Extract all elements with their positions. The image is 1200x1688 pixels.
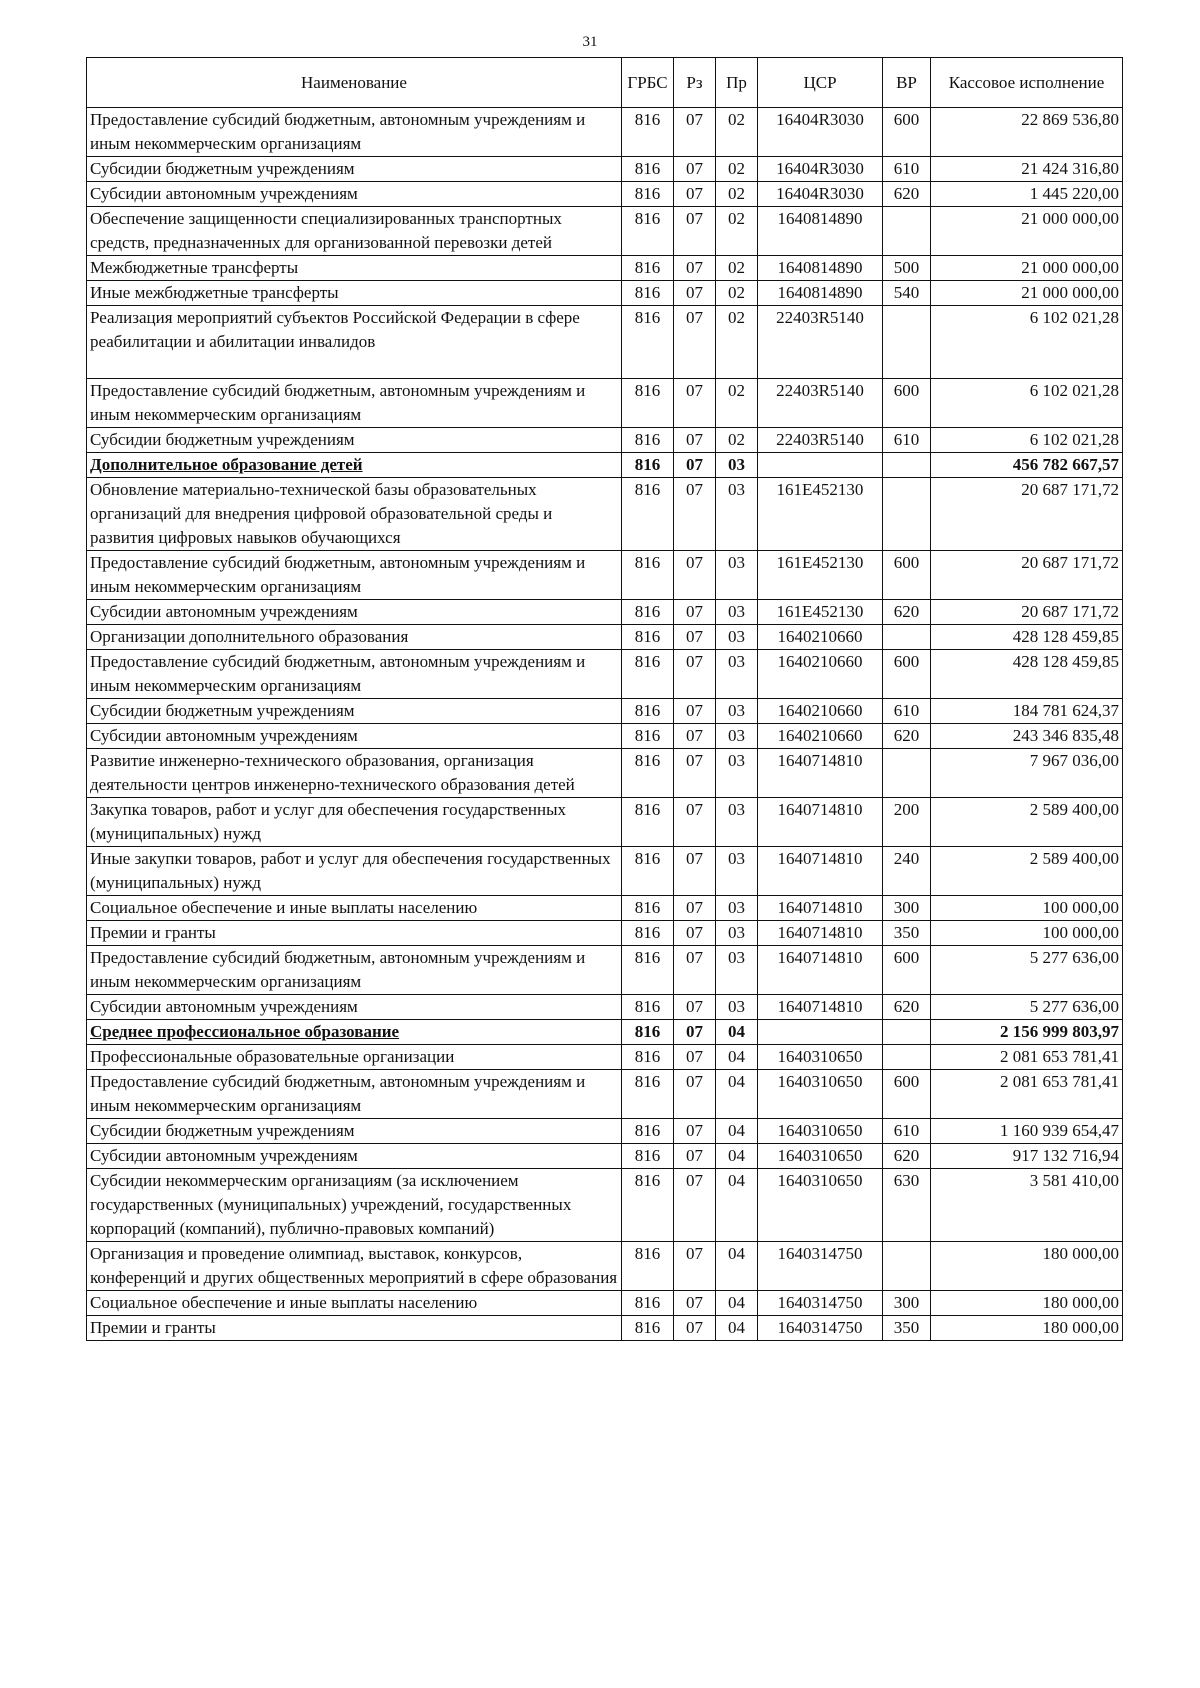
table-row bbox=[87, 1316, 1123, 1341]
table-row bbox=[87, 946, 1123, 995]
row-grbs: 816 bbox=[622, 256, 674, 281]
row-rz: 07 bbox=[674, 256, 716, 281]
table-row bbox=[87, 1242, 1123, 1291]
row-csr: 1640210660 bbox=[758, 650, 883, 699]
row-name: Субсидии бюджетным учреждениям bbox=[87, 1119, 622, 1144]
row-amount: 20 687 171,72 bbox=[931, 600, 1123, 625]
row-amount: 21 000 000,00 bbox=[931, 256, 1123, 281]
row-pr: 03 bbox=[716, 749, 758, 798]
row-name: Субсидии автономным учреждениям bbox=[87, 600, 622, 625]
row-amount: 2 156 999 803,97 bbox=[931, 1020, 1123, 1045]
row-csr: 1640314750 bbox=[758, 1242, 883, 1291]
row-name: Предоставление субсидий бюджетным, автономным учреждениям и иным некоммерческим организациям bbox=[87, 1070, 622, 1119]
table-row bbox=[87, 157, 1123, 182]
table-row bbox=[87, 995, 1123, 1020]
row-amount: 21 000 000,00 bbox=[931, 207, 1123, 256]
row-grbs: 816 bbox=[622, 749, 674, 798]
row-pr: 04 bbox=[716, 1169, 758, 1242]
table-body bbox=[87, 108, 1123, 1341]
table-row bbox=[87, 749, 1123, 798]
row-pr: 02 bbox=[716, 157, 758, 182]
row-rz: 07 bbox=[674, 1119, 716, 1144]
row-amount: 428 128 459,85 bbox=[931, 625, 1123, 650]
table-row bbox=[87, 798, 1123, 847]
row-grbs: 816 bbox=[622, 896, 674, 921]
row-name: Предоставление субсидий бюджетным, автономным учреждениям и иным некоммерческим организациям bbox=[87, 379, 622, 428]
row-amount: 1 445 220,00 bbox=[931, 182, 1123, 207]
row-rz: 07 bbox=[674, 478, 716, 551]
row-name: Субсидии бюджетным учреждениям bbox=[87, 699, 622, 724]
row-name: Субсидии бюджетным учреждениям bbox=[87, 157, 622, 182]
table-row bbox=[87, 847, 1123, 896]
row-grbs: 816 bbox=[622, 1169, 674, 1242]
row-grbs: 816 bbox=[622, 1119, 674, 1144]
row-csr: 1640310650 bbox=[758, 1119, 883, 1144]
row-grbs: 816 bbox=[622, 1045, 674, 1070]
row-vr: 350 bbox=[883, 921, 931, 946]
header-rz: Рз bbox=[674, 58, 716, 108]
row-vr: 600 bbox=[883, 946, 931, 995]
row-csr bbox=[758, 1020, 883, 1045]
row-vr bbox=[883, 625, 931, 650]
row-rz: 07 bbox=[674, 1169, 716, 1242]
row-rz: 07 bbox=[674, 749, 716, 798]
row-amount: 6 102 021,28 bbox=[931, 379, 1123, 428]
row-name: Предоставление субсидий бюджетным, автономным учреждениям и иным некоммерческим организациям bbox=[87, 551, 622, 600]
row-amount: 180 000,00 bbox=[931, 1291, 1123, 1316]
row-csr: 22403R5140 bbox=[758, 306, 883, 379]
row-pr: 03 bbox=[716, 798, 758, 847]
row-amount: 2 081 653 781,41 bbox=[931, 1070, 1123, 1119]
row-vr: 240 bbox=[883, 847, 931, 896]
row-csr: 1640714810 bbox=[758, 798, 883, 847]
row-csr: 1640714810 bbox=[758, 847, 883, 896]
row-rz: 07 bbox=[674, 847, 716, 896]
row-vr: 600 bbox=[883, 1070, 931, 1119]
row-csr: 1640210660 bbox=[758, 625, 883, 650]
table-row bbox=[87, 306, 1123, 379]
header-grbs: ГРБС bbox=[622, 58, 674, 108]
table-row bbox=[87, 108, 1123, 157]
row-rz: 07 bbox=[674, 182, 716, 207]
row-amount: 20 687 171,72 bbox=[931, 551, 1123, 600]
row-vr bbox=[883, 306, 931, 379]
row-name: Субсидии автономным учреждениям bbox=[87, 995, 622, 1020]
row-amount: 6 102 021,28 bbox=[931, 306, 1123, 379]
row-csr: 22403R5140 bbox=[758, 379, 883, 428]
row-grbs: 816 bbox=[622, 281, 674, 306]
row-csr: 16404R3030 bbox=[758, 182, 883, 207]
row-grbs: 816 bbox=[622, 1070, 674, 1119]
table-row bbox=[87, 896, 1123, 921]
row-rz: 07 bbox=[674, 625, 716, 650]
row-pr: 02 bbox=[716, 108, 758, 157]
row-csr: 1640310650 bbox=[758, 1070, 883, 1119]
row-csr: 161E452130 bbox=[758, 600, 883, 625]
row-pr: 03 bbox=[716, 995, 758, 1020]
row-vr: 300 bbox=[883, 896, 931, 921]
row-amount: 2 589 400,00 bbox=[931, 798, 1123, 847]
table-row bbox=[87, 281, 1123, 306]
row-amount: 22 869 536,80 bbox=[931, 108, 1123, 157]
row-csr: 1640714810 bbox=[758, 921, 883, 946]
table-row bbox=[87, 699, 1123, 724]
row-name: Иные межбюджетные трансферты bbox=[87, 281, 622, 306]
row-amount: 21 000 000,00 bbox=[931, 281, 1123, 306]
row-rz: 07 bbox=[674, 207, 716, 256]
row-name: Закупка товаров, работ и услуг для обеспечения государственных (муниципальных) нужд bbox=[87, 798, 622, 847]
table-row bbox=[87, 921, 1123, 946]
row-pr: 02 bbox=[716, 379, 758, 428]
row-grbs: 816 bbox=[622, 428, 674, 453]
row-csr: 1640210660 bbox=[758, 724, 883, 749]
row-vr: 600 bbox=[883, 551, 931, 600]
row-name: Организация и проведение олимпиад, выставок, конкурсов, конференций и других общественных мероприятий в сфере образования bbox=[87, 1242, 622, 1291]
header-pr: Пр bbox=[716, 58, 758, 108]
row-vr: 630 bbox=[883, 1169, 931, 1242]
row-vr: 620 bbox=[883, 995, 931, 1020]
row-csr: 1640814890 bbox=[758, 256, 883, 281]
row-csr: 161E452130 bbox=[758, 478, 883, 551]
row-pr: 02 bbox=[716, 306, 758, 379]
row-csr: 1640714810 bbox=[758, 995, 883, 1020]
row-csr: 1640310650 bbox=[758, 1045, 883, 1070]
row-csr: 22403R5140 bbox=[758, 428, 883, 453]
row-rz: 07 bbox=[674, 281, 716, 306]
row-rz: 07 bbox=[674, 1291, 716, 1316]
row-csr: 16404R3030 bbox=[758, 157, 883, 182]
row-amount: 21 424 316,80 bbox=[931, 157, 1123, 182]
row-pr: 03 bbox=[716, 600, 758, 625]
row-grbs: 816 bbox=[622, 1242, 674, 1291]
row-grbs: 816 bbox=[622, 1144, 674, 1169]
row-pr: 03 bbox=[716, 625, 758, 650]
row-csr: 1640814890 bbox=[758, 207, 883, 256]
row-rz: 07 bbox=[674, 1316, 716, 1341]
row-grbs: 816 bbox=[622, 699, 674, 724]
row-grbs: 816 bbox=[622, 478, 674, 551]
table-row bbox=[87, 724, 1123, 749]
table-row bbox=[87, 379, 1123, 428]
row-rz: 07 bbox=[674, 306, 716, 379]
row-rz: 07 bbox=[674, 1020, 716, 1045]
row-grbs: 816 bbox=[622, 946, 674, 995]
row-vr: 610 bbox=[883, 428, 931, 453]
row-name: Профессиональные образовательные организации bbox=[87, 1045, 622, 1070]
table-row bbox=[87, 650, 1123, 699]
row-grbs: 816 bbox=[622, 379, 674, 428]
row-pr: 03 bbox=[716, 946, 758, 995]
row-grbs: 816 bbox=[622, 625, 674, 650]
header-amount: Кассовое исполнение bbox=[931, 58, 1123, 108]
row-name: Организации дополнительного образования bbox=[87, 625, 622, 650]
row-name: Иные закупки товаров, работ и услуг для обеспечения государственных (муниципальных) нужд bbox=[87, 847, 622, 896]
row-amount: 2 081 653 781,41 bbox=[931, 1045, 1123, 1070]
row-vr bbox=[883, 478, 931, 551]
row-grbs: 816 bbox=[622, 1316, 674, 1341]
row-amount: 917 132 716,94 bbox=[931, 1144, 1123, 1169]
row-csr: 1640314750 bbox=[758, 1291, 883, 1316]
row-vr: 200 bbox=[883, 798, 931, 847]
row-vr: 300 bbox=[883, 1291, 931, 1316]
row-csr: 1640314750 bbox=[758, 1316, 883, 1341]
row-vr: 620 bbox=[883, 724, 931, 749]
row-pr: 04 bbox=[716, 1242, 758, 1291]
row-rz: 07 bbox=[674, 650, 716, 699]
table-row bbox=[87, 1045, 1123, 1070]
row-grbs: 816 bbox=[622, 921, 674, 946]
row-rz: 07 bbox=[674, 453, 716, 478]
row-rz: 07 bbox=[674, 995, 716, 1020]
row-csr: 1640310650 bbox=[758, 1169, 883, 1242]
row-grbs: 816 bbox=[622, 1020, 674, 1045]
row-pr: 03 bbox=[716, 551, 758, 600]
table-row bbox=[87, 1291, 1123, 1316]
row-pr: 02 bbox=[716, 207, 758, 256]
row-name: Субсидии автономным учреждениям bbox=[87, 1144, 622, 1169]
row-grbs: 816 bbox=[622, 600, 674, 625]
table-row bbox=[87, 1169, 1123, 1242]
row-rz: 07 bbox=[674, 157, 716, 182]
row-name: Развитие инженерно-технического образования, организация деятельности центров инженерно-технического образования детей bbox=[87, 749, 622, 798]
table-row bbox=[87, 478, 1123, 551]
row-pr: 02 bbox=[716, 182, 758, 207]
row-grbs: 816 bbox=[622, 1291, 674, 1316]
row-amount: 243 346 835,48 bbox=[931, 724, 1123, 749]
row-grbs: 816 bbox=[622, 724, 674, 749]
row-grbs: 816 bbox=[622, 306, 674, 379]
row-rz: 07 bbox=[674, 428, 716, 453]
row-csr: 1640310650 bbox=[758, 1144, 883, 1169]
row-pr: 04 bbox=[716, 1316, 758, 1341]
row-name: Социальное обеспечение и иные выплаты населению bbox=[87, 1291, 622, 1316]
row-rz: 07 bbox=[674, 921, 716, 946]
row-rz: 07 bbox=[674, 1144, 716, 1169]
table-section-row bbox=[87, 1020, 1123, 1045]
row-name: Субсидии автономным учреждениям bbox=[87, 724, 622, 749]
row-grbs: 816 bbox=[622, 847, 674, 896]
budget-execution-table bbox=[86, 57, 1123, 1341]
row-csr: 16404R3030 bbox=[758, 108, 883, 157]
row-name: Премии и гранты bbox=[87, 1316, 622, 1341]
row-vr: 500 bbox=[883, 256, 931, 281]
row-name: Субсидии некоммерческим организациям (за исключением государственных (муниципальных) учреждений, государственных корпораций (компаний), публично-правовых компаний) bbox=[87, 1169, 622, 1242]
row-pr: 04 bbox=[716, 1070, 758, 1119]
row-vr: 600 bbox=[883, 379, 931, 428]
row-amount: 5 277 636,00 bbox=[931, 995, 1123, 1020]
row-amount: 180 000,00 bbox=[931, 1242, 1123, 1291]
row-name: Предоставление субсидий бюджетным, автономным учреждениям и иным некоммерческим организациям bbox=[87, 946, 622, 995]
table-row bbox=[87, 1070, 1123, 1119]
table-row bbox=[87, 551, 1123, 600]
row-vr bbox=[883, 749, 931, 798]
row-vr: 610 bbox=[883, 699, 931, 724]
row-amount: 5 277 636,00 bbox=[931, 946, 1123, 995]
table-header-row bbox=[87, 58, 1123, 108]
row-vr: 610 bbox=[883, 1119, 931, 1144]
row-amount: 456 782 667,57 bbox=[931, 453, 1123, 478]
row-csr: 1640714810 bbox=[758, 896, 883, 921]
row-rz: 07 bbox=[674, 600, 716, 625]
table-row bbox=[87, 625, 1123, 650]
row-vr: 350 bbox=[883, 1316, 931, 1341]
row-pr: 03 bbox=[716, 699, 758, 724]
row-vr bbox=[883, 1045, 931, 1070]
row-amount: 428 128 459,85 bbox=[931, 650, 1123, 699]
row-rz: 07 bbox=[674, 699, 716, 724]
row-rz: 07 bbox=[674, 379, 716, 428]
row-name: Среднее профессиональное образование bbox=[87, 1020, 622, 1045]
row-pr: 02 bbox=[716, 428, 758, 453]
row-grbs: 816 bbox=[622, 995, 674, 1020]
row-vr: 620 bbox=[883, 1144, 931, 1169]
row-rz: 07 bbox=[674, 798, 716, 847]
row-name: Обеспечение защищенности специализированных транспортных средств, предназначенных для организованной перевозки детей bbox=[87, 207, 622, 256]
row-csr: 161E452130 bbox=[758, 551, 883, 600]
row-name: Реализация мероприятий субъектов Российской Федерации в сфере реабилитации и абилитации инвалидов bbox=[87, 306, 622, 379]
row-amount: 6 102 021,28 bbox=[931, 428, 1123, 453]
table-row bbox=[87, 428, 1123, 453]
row-rz: 07 bbox=[674, 1070, 716, 1119]
row-vr bbox=[883, 1020, 931, 1045]
row-pr: 02 bbox=[716, 281, 758, 306]
row-vr bbox=[883, 1242, 931, 1291]
row-vr: 540 bbox=[883, 281, 931, 306]
row-vr bbox=[883, 453, 931, 478]
header-vr: ВР bbox=[883, 58, 931, 108]
row-name: Субсидии автономным учреждениям bbox=[87, 182, 622, 207]
row-pr: 03 bbox=[716, 921, 758, 946]
row-name: Субсидии бюджетным учреждениям bbox=[87, 428, 622, 453]
row-vr: 600 bbox=[883, 108, 931, 157]
row-amount: 1 160 939 654,47 bbox=[931, 1119, 1123, 1144]
row-grbs: 816 bbox=[622, 157, 674, 182]
row-grbs: 816 bbox=[622, 551, 674, 600]
row-grbs: 816 bbox=[622, 108, 674, 157]
table-row bbox=[87, 1144, 1123, 1169]
row-grbs: 816 bbox=[622, 182, 674, 207]
table-section-row bbox=[87, 453, 1123, 478]
row-amount: 184 781 624,37 bbox=[931, 699, 1123, 724]
row-vr: 620 bbox=[883, 182, 931, 207]
row-pr: 03 bbox=[716, 847, 758, 896]
row-vr: 600 bbox=[883, 650, 931, 699]
row-name: Социальное обеспечение и иные выплаты населению bbox=[87, 896, 622, 921]
row-grbs: 816 bbox=[622, 798, 674, 847]
row-grbs: 816 bbox=[622, 207, 674, 256]
row-amount: 2 589 400,00 bbox=[931, 847, 1123, 896]
row-amount: 180 000,00 bbox=[931, 1316, 1123, 1341]
row-pr: 04 bbox=[716, 1144, 758, 1169]
row-rz: 07 bbox=[674, 108, 716, 157]
page-number: 31 bbox=[582, 34, 598, 50]
row-csr: 1640714810 bbox=[758, 946, 883, 995]
row-rz: 07 bbox=[674, 896, 716, 921]
row-name: Дополнительное образование детей bbox=[87, 453, 622, 478]
row-rz: 07 bbox=[674, 946, 716, 995]
row-pr: 04 bbox=[716, 1119, 758, 1144]
row-pr: 04 bbox=[716, 1291, 758, 1316]
row-vr: 620 bbox=[883, 600, 931, 625]
row-csr: 1640210660 bbox=[758, 699, 883, 724]
header-name: Наименование bbox=[87, 58, 622, 108]
table-row bbox=[87, 600, 1123, 625]
row-amount: 20 687 171,72 bbox=[931, 478, 1123, 551]
row-name: Предоставление субсидий бюджетным, автономным учреждениям и иным некоммерческим организациям bbox=[87, 108, 622, 157]
row-amount: 100 000,00 bbox=[931, 896, 1123, 921]
header-csr: ЦСР bbox=[758, 58, 883, 108]
table-row bbox=[87, 207, 1123, 256]
row-name: Обновление материально-технической базы образовательных организаций для внедрения цифровой образовательной среды и развития цифровых навыков обучающихся bbox=[87, 478, 622, 551]
row-rz: 07 bbox=[674, 1045, 716, 1070]
table-row bbox=[87, 256, 1123, 281]
row-vr: 610 bbox=[883, 157, 931, 182]
table-row bbox=[87, 182, 1123, 207]
row-amount: 100 000,00 bbox=[931, 921, 1123, 946]
row-csr: 1640714810 bbox=[758, 749, 883, 798]
row-grbs: 816 bbox=[622, 453, 674, 478]
row-pr: 03 bbox=[716, 453, 758, 478]
row-rz: 07 bbox=[674, 1242, 716, 1291]
row-pr: 03 bbox=[716, 478, 758, 551]
row-rz: 07 bbox=[674, 724, 716, 749]
row-pr: 03 bbox=[716, 650, 758, 699]
row-pr: 02 bbox=[716, 256, 758, 281]
row-name: Межбюджетные трансферты bbox=[87, 256, 622, 281]
row-pr: 03 bbox=[716, 896, 758, 921]
row-name: Премии и гранты bbox=[87, 921, 622, 946]
row-vr bbox=[883, 207, 931, 256]
row-pr: 04 bbox=[716, 1020, 758, 1045]
row-rz: 07 bbox=[674, 551, 716, 600]
row-pr: 04 bbox=[716, 1045, 758, 1070]
row-csr: 1640814890 bbox=[758, 281, 883, 306]
row-amount: 7 967 036,00 bbox=[931, 749, 1123, 798]
row-csr bbox=[758, 453, 883, 478]
row-pr: 03 bbox=[716, 724, 758, 749]
row-grbs: 816 bbox=[622, 650, 674, 699]
row-name: Предоставление субсидий бюджетным, автономным учреждениям и иным некоммерческим организациям bbox=[87, 650, 622, 699]
table-row bbox=[87, 1119, 1123, 1144]
row-amount: 3 581 410,00 bbox=[931, 1169, 1123, 1242]
